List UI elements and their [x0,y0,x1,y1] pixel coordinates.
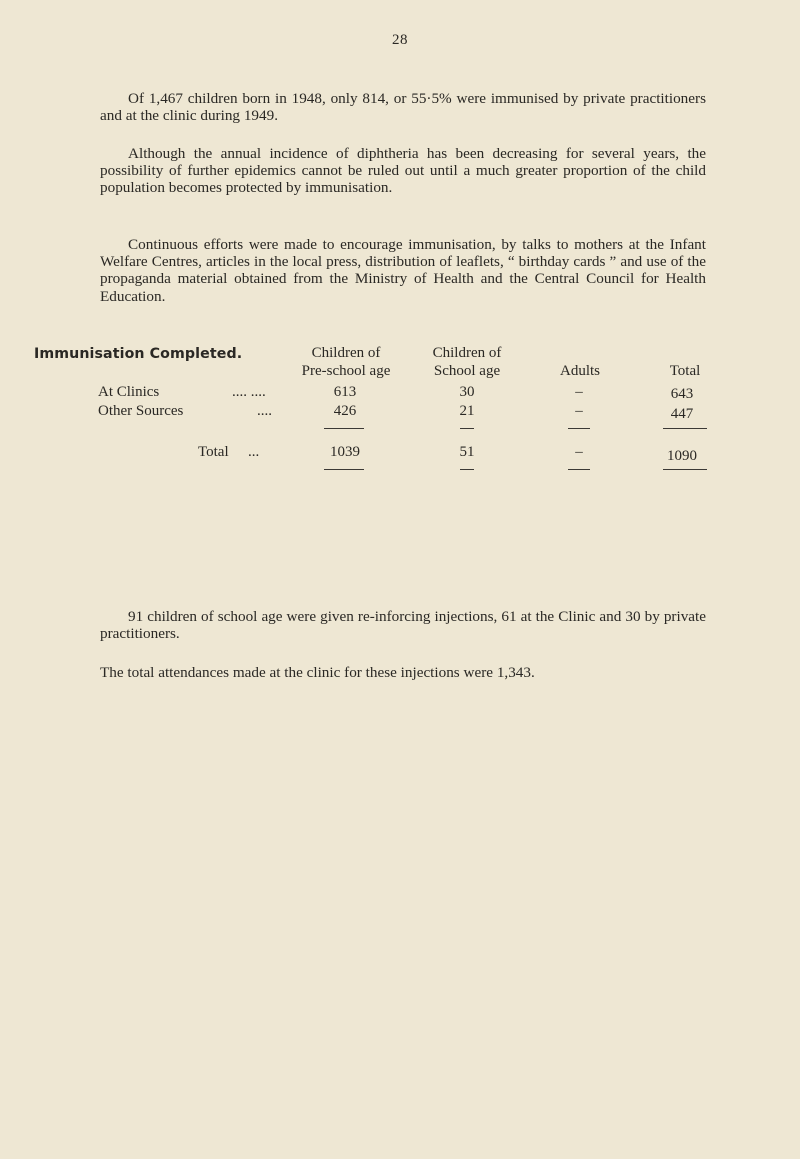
cell-school: 21 [459,403,475,419]
row-leader-dots: .... [257,403,272,419]
paragraph-text: Continuous efforts were made to encourage immunisation, by talks to mothers at the Infant Welfare Centres, articles in the local press, distribution of leaflets, “ birthday cards ” and use of the propaganda material obtained from the Ministry of Health and the Central Council for Health Education. [100,236,706,305]
header-adults: Adults [559,363,600,379]
cell-adults: – [575,403,583,419]
cell-preschool: 613 [333,384,357,400]
page-number: 28 [392,32,408,48]
row-label-at-clinics: At Clinics [98,384,160,400]
rule-adults-lower [568,469,590,470]
paragraph-total-attendances [100,664,706,681]
cell-preschool: 426 [333,403,357,419]
rule-preschool-lower [324,469,364,470]
paragraph-reinforcing-injections [100,608,706,642]
rule-adults-upper [568,428,590,429]
rule-school-upper [460,428,474,429]
cell-adults: – [575,384,583,400]
rule-total-upper [663,428,707,429]
cell-total-school: 51 [459,444,475,460]
row-label-other-sources: Other Sources [98,403,184,419]
paragraph-text: Although the annual incidence of diphtheria has been decreasing for several years, the possibility of further epidemics cannot be ruled out until a much greater proportion of the child population becomes protected by immunisation. [100,145,706,197]
cell-total-adults: – [575,444,583,460]
paragraph-text: Of 1,467 children born in 1948, only 814, or 55·5% were immunised by private practitioners and at the clinic during 1949. [100,90,706,125]
cell-total: 447 [670,406,694,422]
rule-total-lower [663,469,707,470]
paragraph-text: The total attendances made at the clinic for these injections were 1,343. [100,664,535,681]
header-preschool-line2: Pre-school age [301,363,391,379]
cell-school: 30 [459,384,475,400]
table-title: Immunisation Completed. [34,346,243,362]
header-preschool-line1: Children of [311,345,381,361]
header-school-line1: Children of [432,345,502,361]
header-school-line2: School age [433,363,501,379]
header-total: Total [669,363,701,379]
rule-preschool-upper [324,428,364,429]
row-leader-dots: .... .... [232,384,266,400]
paragraph-text: 91 children of school age were given re-inforcing injections, 61 at the Clinic and 30 by private practitioners. [100,608,706,643]
rule-school-lower [460,469,474,470]
cell-total: 643 [670,386,694,402]
cell-grand-total: 1090 [667,448,697,464]
cell-total-preschool: 1039 [330,444,360,460]
total-row-leader: ... [248,444,260,460]
total-row-label: Total [198,444,229,460]
